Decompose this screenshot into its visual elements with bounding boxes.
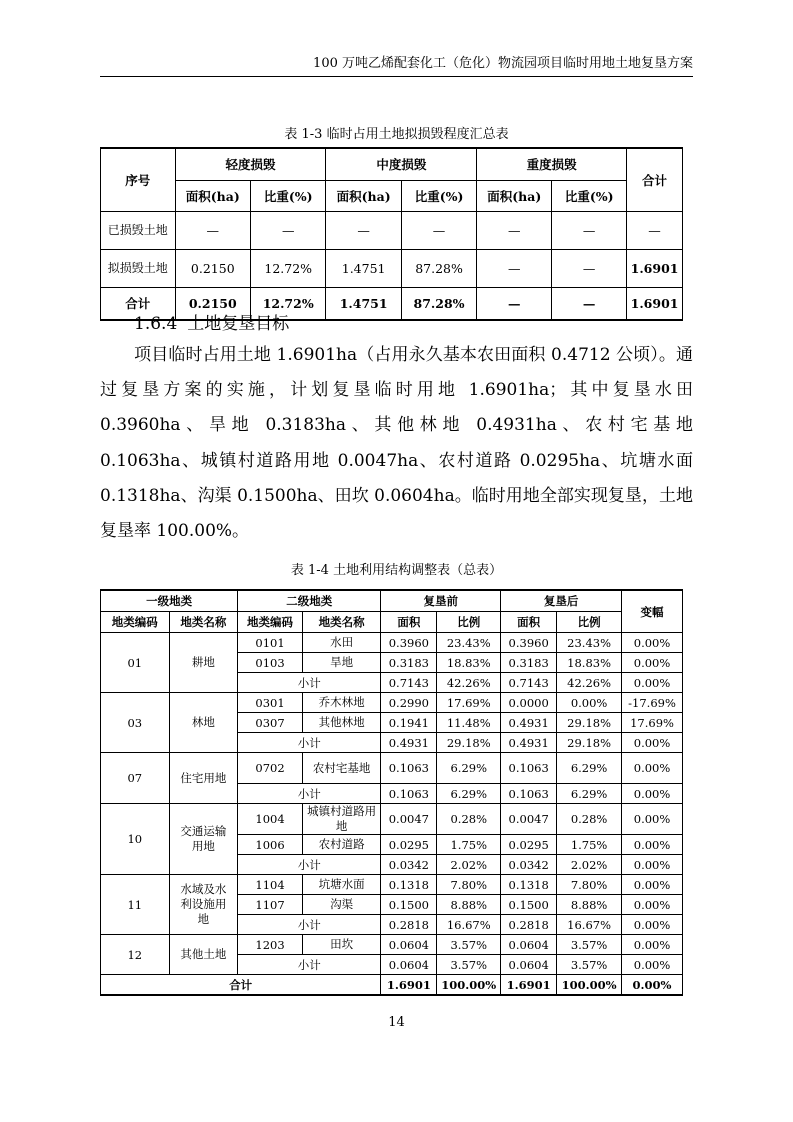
- cell: 12.72%: [250, 249, 325, 287]
- cell: —: [401, 211, 476, 249]
- value-cell: 0.0604: [381, 935, 437, 955]
- value-cell: 6.29%: [557, 784, 622, 804]
- cell: —: [477, 287, 552, 320]
- value-cell: 18.83%: [437, 653, 501, 673]
- level2-name: 其他林地: [302, 713, 381, 733]
- level2-code: 1107: [238, 895, 303, 915]
- value-cell: 0.1500: [381, 895, 437, 915]
- value-cell: 0.4931: [381, 733, 437, 753]
- value-cell: 3.57%: [437, 935, 501, 955]
- value-cell: 0.0604: [501, 955, 557, 975]
- value-cell: 1.75%: [557, 835, 622, 855]
- page-number: 14: [388, 1015, 405, 1030]
- value-cell: 0.4931: [501, 733, 557, 753]
- land-use-structure-table: [100, 589, 683, 996]
- cell: 1.4751: [326, 249, 401, 287]
- level2-name: 农村道路: [302, 835, 381, 855]
- value-cell: 0.1941: [381, 713, 437, 733]
- value-cell: 0.00%: [622, 753, 683, 784]
- name-header: 地类名称: [302, 612, 381, 633]
- value-cell: 7.80%: [437, 875, 501, 895]
- value-cell: 0.2818: [501, 915, 557, 935]
- change-header: 变幅: [622, 590, 683, 633]
- damage-summary-table: [100, 147, 683, 321]
- area-header: 面积: [381, 612, 437, 633]
- code-header: 地类编码: [238, 612, 303, 633]
- cell: 87.28%: [401, 287, 476, 320]
- value-cell: 6.29%: [437, 753, 501, 784]
- sub-ratio-header: 比重(%): [250, 180, 325, 211]
- level1-name: 住宅用地: [169, 753, 238, 804]
- level2-code: 1203: [238, 935, 303, 955]
- value-cell: 0.0047: [381, 804, 437, 835]
- row-label: 合计: [101, 287, 176, 320]
- level1-code: 10: [101, 804, 170, 875]
- level2-name: 水田: [302, 633, 381, 653]
- value-cell: 0.0295: [501, 835, 557, 855]
- col-total-header: 合计: [627, 148, 683, 211]
- value-cell: 0.00%: [622, 835, 683, 855]
- value-cell: 0.3183: [381, 653, 437, 673]
- paragraph-text: 项目临时占用土地 1.6901ha（占用永久基本农田面积 0.4712 公顷）。通过复垦方案的实施，计划复垦临时用地 1.6901ha；其中复垦水田 0.3960ha、旱地 0.3183ha、其他林地 0.4931ha、农村宅基地 0.1063ha、城镇村道路用地 0.0047ha、农村道路 0.0295ha、坑塘水面 0.1318ha、沟渠 0.1500ha、田坎 0.0604ha。临时用地全部实现复垦，土地复垦率 100.00%。: [100, 345, 693, 542]
- value-cell: 42.26%: [557, 673, 622, 693]
- level1-header: 一级地类: [101, 590, 238, 612]
- value-cell: 0.00%: [622, 935, 683, 955]
- level2-code: 0307: [238, 713, 303, 733]
- table-row: [101, 753, 683, 784]
- cell: 1.4751: [326, 287, 401, 320]
- value-cell: 0.1063: [501, 753, 557, 784]
- col-seq-header: 序号: [101, 148, 176, 211]
- value-cell: 0.00%: [622, 875, 683, 895]
- value-cell: 18.83%: [557, 653, 622, 673]
- value-cell: 0.1063: [381, 753, 437, 784]
- row-label: 已损毁土地: [101, 211, 176, 249]
- value-cell: 0.2818: [381, 915, 437, 935]
- value-cell: 0.00%: [622, 895, 683, 915]
- cell: —: [627, 211, 683, 249]
- level2-header: 二级地类: [238, 590, 381, 612]
- value-cell: 3.57%: [437, 955, 501, 975]
- value-cell: 3.57%: [557, 935, 622, 955]
- level1-code: 11: [101, 875, 170, 935]
- value-cell: 0.00%: [622, 915, 683, 935]
- value-cell: 17.69%: [437, 693, 501, 713]
- value-cell: 0.00%: [622, 855, 683, 875]
- value-cell: 3.57%: [557, 955, 622, 975]
- value-cell: 0.00%: [557, 693, 622, 713]
- value-cell: 0.00%: [622, 673, 683, 693]
- value-cell: 1.6901: [501, 975, 557, 996]
- value-cell: 0.0604: [381, 955, 437, 975]
- col-heavy-header: 重度损毁: [477, 148, 627, 180]
- cell: —: [552, 287, 627, 320]
- value-cell: 100.00%: [557, 975, 622, 996]
- value-cell: 0.28%: [437, 804, 501, 835]
- cell: 87.28%: [401, 249, 476, 287]
- level1-name: 林地: [169, 693, 238, 753]
- subtotal-label: 小计: [238, 855, 381, 875]
- value-cell: 0.0604: [501, 935, 557, 955]
- value-cell: 0.1318: [501, 875, 557, 895]
- cell: —: [552, 249, 627, 287]
- table-row: [101, 633, 683, 653]
- body-paragraph: [100, 338, 693, 549]
- value-cell: 0.28%: [557, 804, 622, 835]
- after-header: 复垦后: [501, 590, 622, 612]
- value-cell: 17.69%: [622, 713, 683, 733]
- cell: —: [477, 249, 552, 287]
- cell: 12.72%: [250, 287, 325, 320]
- row-label: 拟损毁土地: [101, 249, 176, 287]
- value-cell: 100.00%: [437, 975, 501, 996]
- value-cell: 0.4931: [501, 713, 557, 733]
- sub-ratio-header: 比重(%): [401, 180, 476, 211]
- before-header: 复垦前: [381, 590, 501, 612]
- value-cell: 42.26%: [437, 673, 501, 693]
- table-row: [101, 693, 683, 713]
- value-cell: 0.2990: [381, 693, 437, 713]
- value-cell: 8.88%: [437, 895, 501, 915]
- value-cell: 0.00%: [622, 653, 683, 673]
- level2-code: 0103: [238, 653, 303, 673]
- subtotal-label: 小计: [238, 733, 381, 753]
- level1-name: 耕地: [169, 633, 238, 693]
- value-cell: 0.0342: [501, 855, 557, 875]
- cell: 0.2150: [175, 287, 250, 320]
- cell: 0.2150: [175, 249, 250, 287]
- value-cell: 16.67%: [557, 915, 622, 935]
- value-cell: 1.6901: [381, 975, 437, 996]
- value-cell: 0.00%: [622, 633, 683, 653]
- value-cell: 0.3960: [501, 633, 557, 653]
- value-cell: 2.02%: [557, 855, 622, 875]
- table-row: [101, 804, 683, 835]
- subtotal-label: 小计: [238, 955, 381, 975]
- running-header: 100 万吨乙烯配套化工（危化）物流园项目临时用地土地复垦方案: [313, 56, 693, 71]
- section-heading: [134, 309, 289, 334]
- value-cell: 29.18%: [437, 733, 501, 753]
- sub-area-header: 面积(ha): [175, 180, 250, 211]
- level2-name: 农村宅基地: [302, 753, 381, 784]
- level2-name: 旱地: [302, 653, 381, 673]
- value-cell: 0.0295: [381, 835, 437, 855]
- subtotal-label: 小计: [238, 784, 381, 804]
- value-cell: 0.00%: [622, 955, 683, 975]
- value-cell: 2.02%: [437, 855, 501, 875]
- table-1-3-caption: 表 1-3 临时占用土地拟损毁程度汇总表: [284, 127, 509, 142]
- value-cell: 23.43%: [557, 633, 622, 653]
- value-cell: 7.80%: [557, 875, 622, 895]
- value-cell: 0.1318: [381, 875, 437, 895]
- value-cell: 6.29%: [437, 784, 501, 804]
- header-rule: [100, 76, 693, 77]
- cell: —: [552, 211, 627, 249]
- cell: 1.6901: [627, 287, 683, 320]
- subtotal-label: 小计: [238, 673, 381, 693]
- total-label: 合计: [101, 975, 381, 996]
- level2-code: 1004: [238, 804, 303, 835]
- level2-code: 0301: [238, 693, 303, 713]
- value-cell: 0.3183: [501, 653, 557, 673]
- value-cell: 0.3960: [381, 633, 437, 653]
- section-title: 土地复垦目标: [187, 314, 290, 334]
- level1-code: 07: [101, 753, 170, 804]
- value-cell: 23.43%: [437, 633, 501, 653]
- col-medium-header: 中度损毁: [326, 148, 477, 180]
- value-cell: 0.1500: [501, 895, 557, 915]
- value-cell: 0.00%: [622, 975, 683, 996]
- table-row: [101, 875, 683, 895]
- value-cell: 8.88%: [557, 895, 622, 915]
- value-cell: 0.00%: [622, 804, 683, 835]
- value-cell: 1.75%: [437, 835, 501, 855]
- value-cell: 29.18%: [557, 713, 622, 733]
- value-cell: 0.7143: [381, 673, 437, 693]
- level2-code: 1104: [238, 875, 303, 895]
- level2-name: 田坎: [302, 935, 381, 955]
- value-cell: 0.0342: [381, 855, 437, 875]
- level2-code: 0702: [238, 753, 303, 784]
- ratio-header: 比例: [557, 612, 622, 633]
- level1-name: 水域及水利设施用地: [169, 875, 238, 935]
- table-row: [101, 211, 683, 249]
- level1-code: 03: [101, 693, 170, 753]
- level2-name: 坑塘水面: [302, 875, 381, 895]
- section-number: 1.6.4: [134, 314, 178, 334]
- level1-name: 其他土地: [169, 935, 238, 975]
- code-header: 地类编码: [101, 612, 170, 633]
- value-cell: 16.67%: [437, 915, 501, 935]
- subtotal-label: 小计: [238, 915, 381, 935]
- value-cell: 0.00%: [622, 733, 683, 753]
- value-cell: 11.48%: [437, 713, 501, 733]
- cell: 1.6901: [627, 249, 683, 287]
- value-cell: 0.1063: [501, 784, 557, 804]
- value-cell: 29.18%: [557, 733, 622, 753]
- value-cell: 0.00%: [622, 784, 683, 804]
- area-header: 面积: [501, 612, 557, 633]
- level2-name: 沟渠: [302, 895, 381, 915]
- level2-name: 乔木林地: [302, 693, 381, 713]
- sub-area-header: 面积(ha): [477, 180, 552, 211]
- table-row: [101, 249, 683, 287]
- cell: —: [250, 211, 325, 249]
- level2-code: 1006: [238, 835, 303, 855]
- name-header: 地类名称: [169, 612, 238, 633]
- total-row: [101, 975, 683, 996]
- level2-code: 0101: [238, 633, 303, 653]
- value-cell: 0.7143: [501, 673, 557, 693]
- level1-name: 交通运输用地: [169, 804, 238, 875]
- sub-area-header: 面积(ha): [326, 180, 401, 211]
- value-cell: 0.0047: [501, 804, 557, 835]
- level1-code: 12: [101, 935, 170, 975]
- value-cell: 6.29%: [557, 753, 622, 784]
- ratio-header: 比例: [437, 612, 501, 633]
- level2-name: 城镇村道路用地: [302, 804, 381, 835]
- cell: —: [326, 211, 401, 249]
- col-light-header: 轻度损毁: [175, 148, 326, 180]
- value-cell: 0.0000: [501, 693, 557, 713]
- level1-code: 01: [101, 633, 170, 693]
- cell: —: [175, 211, 250, 249]
- table-1-4-caption: 表 1-4 土地利用结构调整表（总表）: [290, 563, 503, 578]
- value-cell: 0.1063: [381, 784, 437, 804]
- table-row: [101, 935, 683, 955]
- cell: —: [477, 211, 552, 249]
- value-cell: -17.69%: [622, 693, 683, 713]
- sub-ratio-header: 比重(%): [552, 180, 627, 211]
